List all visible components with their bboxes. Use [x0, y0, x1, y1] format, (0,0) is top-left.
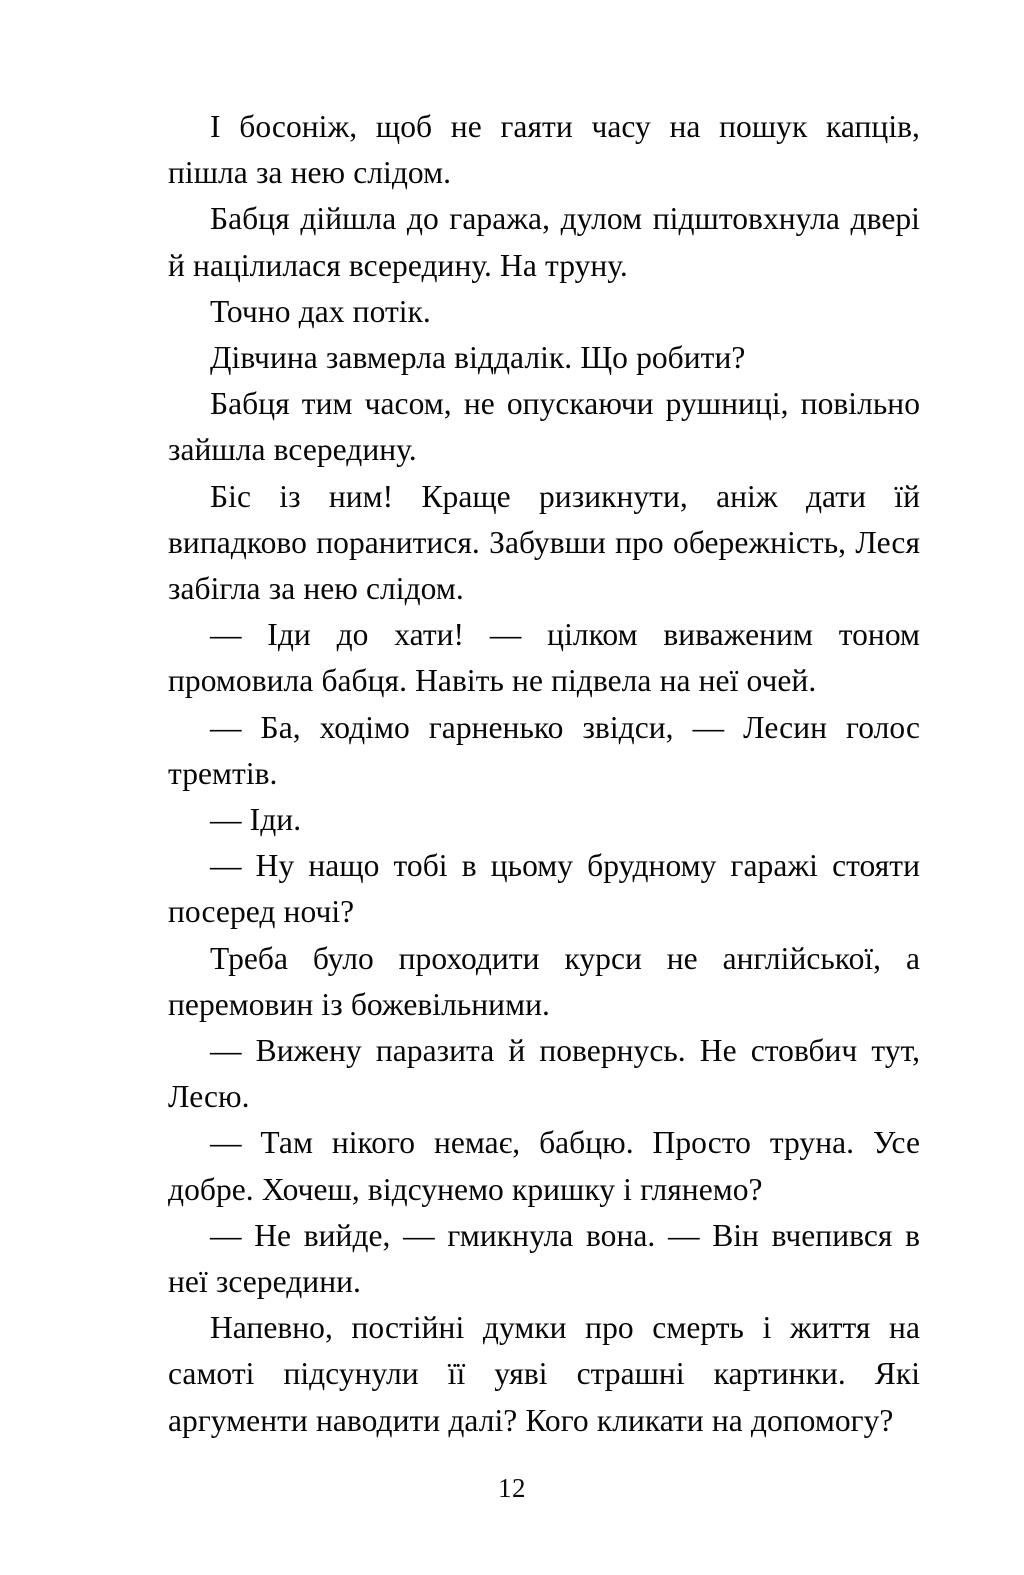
dialogue-paragraph: — Там нікого немає, бабцю. Просто труна. Усе добре. Хочеш, відсунемо кришку і глянемо?	[168, 1125, 920, 1207]
dialogue-paragraph: — Вижену паразита й повернусь. Не стовбич тут, Лесю.	[168, 1033, 920, 1115]
paragraph: Біс із ним! Краще ризикнути, аніж дати їй випадково поранитися. Забувши про обережність, Леся забігла за нею слідом.	[168, 478, 920, 607]
page-text-block	[168, 104, 920, 1444]
paragraph: І босоніж, щоб не гаяти часу на пошук капців, пішла за нею слідом.	[168, 109, 920, 191]
page-number: 12	[498, 1473, 526, 1503]
dialogue-paragraph: — Іди до хати! — цілком виваженим тоном промовила бабця. Навіть не підвела на неї очей.	[168, 617, 920, 699]
dialogue-paragraph: — Ну нащо тобі в цьому брудному гаражі стояти посеред ночі?	[168, 848, 920, 930]
dialogue-paragraph: — Не вийде, — гмикнула вона. — Він вчепився в неї зсередини.	[168, 1217, 920, 1300]
dialogue-paragraph: — Ба, ходімо гарненько звідси, — Лесин голос тремтів.	[168, 709, 920, 791]
paragraph: Напевно, постійні думки про смерть і життя на самоті підсунули її уяві страшні картинки. Які аргументи наводити далі? Кого кликати на допомогу?	[168, 1310, 920, 1438]
paragraph: Бабця тим часом, не опускаючи рушниці, повільно зайшла всередину.	[168, 386, 920, 468]
paragraph: Бабця дійшла до гаража, дулом підштовхнула двері й націлилася всередину. На труну.	[168, 201, 920, 283]
paragraph: Треба було проходити курси не англійської, а перемовин із божевільними.	[168, 940, 920, 1022]
paragraph: Точно дах потік.	[210, 293, 431, 329]
paragraph: Дівчина завмерла віддалік. Що робити?	[210, 340, 746, 376]
dialogue-paragraph: — Іди.	[210, 802, 302, 838]
